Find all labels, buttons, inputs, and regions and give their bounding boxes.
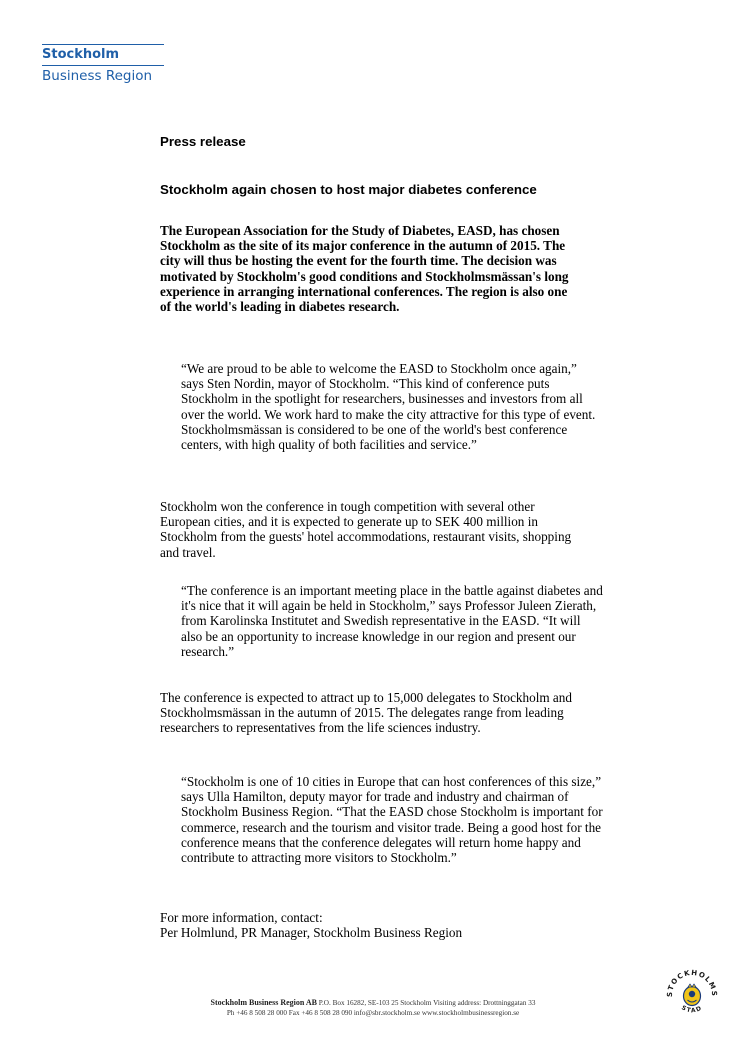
logo-line-1: Stockholm bbox=[42, 47, 120, 62]
logo-rule-middle bbox=[42, 65, 164, 66]
seal-top-text: STOCKHOLMS bbox=[665, 968, 719, 998]
competition-paragraph: Stockholm won the conference in tough competition with several other European cities, and it is expected to generate up to SEK 400 million in Stockholm from the guests' hotel accommodations, restaurant visits, shopping and travel. bbox=[160, 499, 572, 560]
city-seal-icon bbox=[664, 967, 720, 1023]
logo-rule-top bbox=[42, 44, 164, 45]
seal-bottom-text: STAD bbox=[680, 1004, 704, 1015]
press-release-label: Press release bbox=[160, 134, 246, 149]
delegates-paragraph: The conference is expected to attract up to 15,000 delegates to Stockholm and Stockholmsmässan in the autumn of 2015. The delegates range from leading researchers to representatives from the life sciences industry. bbox=[160, 690, 572, 736]
press-release-title: Stockholm again chosen to host major diabetes conference bbox=[160, 182, 537, 197]
seal-emblem-icon bbox=[684, 984, 701, 1006]
footer-address: P.O. Box 16282, SE-103 25 Stockholm Visiting address: Drottninggatan 33 bbox=[318, 999, 536, 1007]
lead-paragraph: The European Association for the Study of Diabetes, EASD, has chosen Stockholm as the site of its major conference in the autumn of 2015. The city will thus be hosting the event for the fourth time. The decision was motivated by Stockholm's good conditions and Stockholmsmässan's long experience in arranging international conferences. The region is also one of the world's leading in diabetes research. bbox=[160, 223, 569, 315]
contact-intro: For more information, contact: bbox=[160, 910, 323, 925]
contact-person: Per Holmlund, PR Manager, Stockholm Business Region bbox=[160, 925, 463, 940]
quote-professor: “The conference is an important meeting place in the battle against diabetes and it's nice that it will again be held in Stockholm,” says Professor Juleen Zierath, from Karolinska Institutet and Swedish representative in the EASD. “It will also be an opportunity to increase knowledge in our region and present our research.” bbox=[181, 583, 603, 659]
footer-contact-line: Ph +46 8 508 28 000 Fax +46 8 508 28 090 info@sbr.stockholm.se www.stockholmbusinessregion.se bbox=[226, 1009, 520, 1017]
company-logo bbox=[42, 44, 164, 84]
footer-company: Stockholm Business Region AB bbox=[210, 998, 317, 1007]
quote-deputy-mayor: “Stockholm is one of 10 cities in Europe that can host conferences of this size,” says Ulla Hamilton, deputy mayor for trade and industry and chairman of Stockholm Business Region. “That the EASD chose Stockholm is important for commerce, research and the tourism and visitor trade. Being a good host for the conference means that the conference delegates will return home happy and contribute to attracting more visitors to Stockholm.” bbox=[181, 774, 603, 866]
page-footer bbox=[0, 998, 746, 1018]
logo-line-2: Business Region bbox=[42, 68, 153, 84]
quote-mayor: “We are proud to be able to welcome the EASD to Stockholm once again,” says Sten Nordin, mayor of Stockholm. “This kind of conference puts Stockholm in the spotlight for researchers, businesses and investors from all over the world. We work hard to make the city attractive for this type of event. Stockholmsmässan is considered to be one of the world's best conference centers, with high quality of both facilities and service.” bbox=[181, 361, 596, 453]
footer-address-line bbox=[0, 998, 746, 1008]
